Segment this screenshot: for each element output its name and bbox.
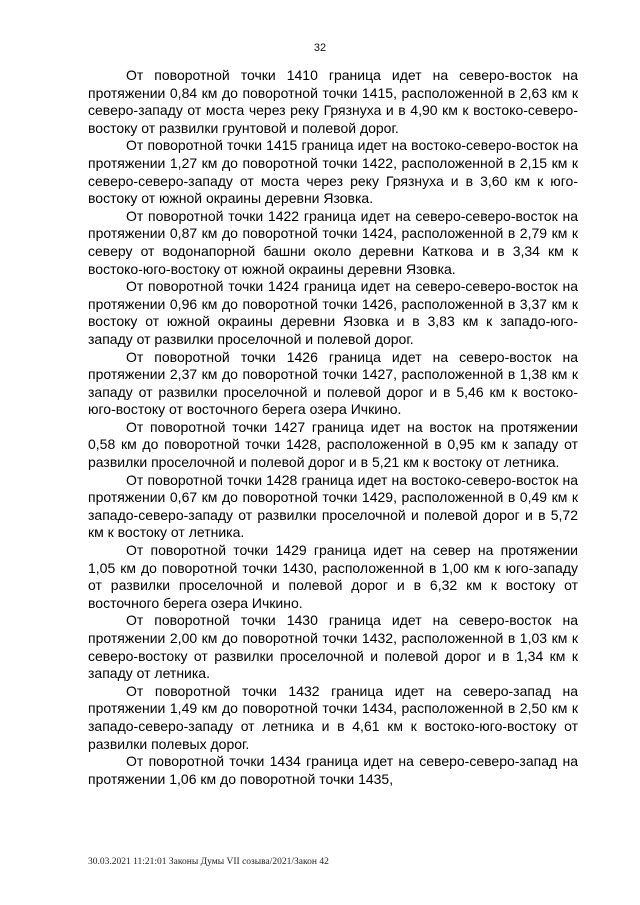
paragraph-1424: От поворотной точки 1424 граница идет на северо-северо-восток на протяжении 0,96 км до поворотной точки 1426, расположенной в 3,37 км к востоку от южной окраины деревни Язовка и в 3,83 км к западо-юго-западу от развилки проселочной и полевой дорог. xyxy=(88,278,578,347)
paragraph-1434: От поворотной точки 1434 граница идет на северо-северо-запад на протяжении 1,06 км до поворотной точки 1435, xyxy=(88,753,578,787)
page-number: 32 xyxy=(313,42,327,54)
document-footer: 30.03.2021 11:21:01 Законы Думы VII созыва/2021/Закон 42 xyxy=(88,857,329,867)
paragraph-1410: От поворотной точки 1410 граница идет на северо-восток на протяжении 0,84 км до поворотной точки 1415, расположенной в 2,63 км к северо-западу от моста через реку Грязнуха и в 4,90 км к востоко-северо-востоку от развилки грунтовой и полевой дорог. xyxy=(88,67,578,136)
document-body xyxy=(88,67,578,788)
paragraph-1427: От поворотной точки 1427 граница идет на восток на протяжении 0,58 км до поворотной точки 1428, расположенной в 0,95 км к западу от развилки проселочной и полевой дорог и в 5,21 км к востоку от летника. xyxy=(88,418,578,471)
paragraph-1428: От поворотной точки 1428 граница идет на востоко-северо-восток на протяжении 0,67 км до поворотной точки 1429, расположенной в 0,49 км к западо-северо-западу от развилки проселочной и полевой дорог и в 5,72 км к востоку от летника. xyxy=(88,471,578,541)
paragraph-1429: От поворотной точки 1429 граница идет на север на протяжении 1,05 км до поворотной точки 1430, расположенной в 1,00 км к юго-западу от развилки проселочной и полевой дорог и в 6,32 км к востоку от восточного берега озера Ичкино. xyxy=(88,542,578,611)
paragraph-1426: От поворотной точки 1426 граница идет на северо-восток на протяжении 2,37 км до поворотной точки 1427, расположенной в 1,38 км к западу от развилки проселочной и полевой дорог и в 5,46 км к востоко-юго-востоку от восточного берега озера Ичкино. xyxy=(88,348,578,418)
paragraph-1415: От поворотной точки 1415 граница идет на востоко-северо-восток на протяжении 1,27 км до поворотной точки 1422, расположенной в 2,15 км к северо-северо-западу от моста через реку Грязнуха и в 3,60 км к юго-востоку от южной окраины деревни Язовка. xyxy=(88,137,578,207)
paragraph-1422: От поворотной точки 1422 граница идет на северо-северо-восток на протяжении 0,87 км до поворотной точки 1424, расположенной в 2,79 км к северу от водонапорной башни около деревни Каткова и в 3,34 км к востоко-юго-востоку от южной окраины деревни Язовка. xyxy=(88,207,578,277)
paragraph-1432: От поворотной точки 1432 граница идет на северо-запад на протяжении 1,49 км до поворотной точки 1434, расположенной в 2,50 км к западо-северо-западу от летника и в 4,61 км к востоко-юго-востоку от развилки полевых дорог. xyxy=(88,682,578,752)
paragraph-1430: От поворотной точки 1430 граница идет на северо-восток на протяжении 2,00 км до поворотной точки 1432, расположенной в 1,03 км к северо-востоку от развилки проселочной и полевой дорог и в 1,34 км к западу от летника. xyxy=(88,612,578,682)
